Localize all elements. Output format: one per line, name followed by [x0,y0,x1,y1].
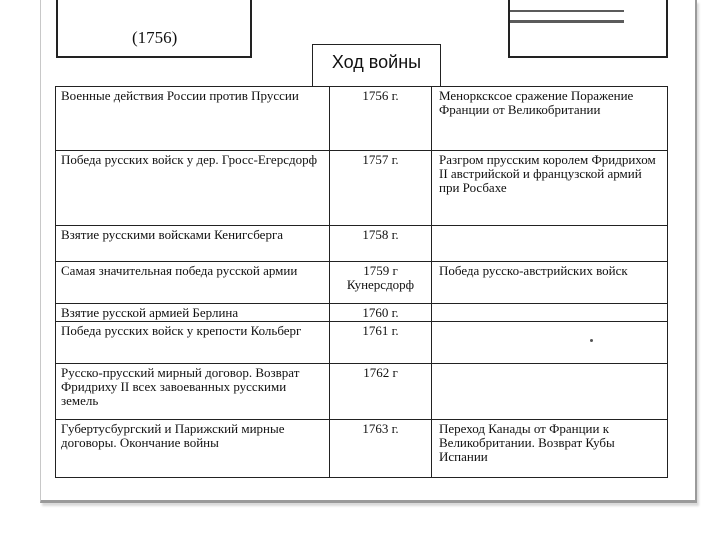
war-events-table [55,86,668,478]
event-cell: Самая значительная победа русской армии [56,262,330,304]
cropped-text-fragment [508,10,624,23]
table-row [56,226,668,262]
result-cell [432,304,668,322]
event-cell: Русско-прусский мирный договор. Возврат Фридриху II всех завоеванных русскими земель [56,364,330,420]
top-box-left [56,0,252,58]
table-row [56,420,668,478]
year-cell: 1760 г. [330,304,432,322]
top-box-right [508,0,668,58]
section-tab-title: Ход войны [312,44,441,86]
event-cell: Военные действия России против Пруссии [56,87,330,151]
year-cell: 1756 г. [330,87,432,151]
year-cell: 1758 г. [330,226,432,262]
result-cell [432,226,668,262]
result-cell: Менорксксое сражение Поражение Франции от Великобритании [432,87,668,151]
event-cell: Победа русских войск у крепости Кольберг [56,322,330,364]
year-cell: 1763 г. [330,420,432,478]
event-cell: Взятие русскими войсками Кенигсберга [56,226,330,262]
result-cell: Разгром прусским королем Фридрихом II австрийской и французской армий при Росбахе [432,151,668,226]
result-cell: Победа русско-австрийских войск [432,262,668,304]
speck [590,339,593,342]
result-cell [432,322,668,364]
table-row [56,262,668,304]
event-cell: Победа русских войск у дер. Гросс-Егерсдорф [56,151,330,226]
table-row [56,304,668,322]
table-row [56,364,668,420]
event-cell: Взятие русской армией Берлина [56,304,330,322]
table-row [56,87,668,151]
top-box-left-text: (1756) [132,28,178,47]
result-cell [432,364,668,420]
year-cell: 1761 г. [330,322,432,364]
year-cell: 1762 г [330,364,432,420]
result-cell: Переход Канады от Франции к Великобритании. Возврат Кубы Испании [432,420,668,478]
year-cell: 1759 г Кунерсдорф [330,262,432,304]
event-cell: Губертусбургский и Парижский мирные договоры. Окончание войны [56,420,330,478]
table-row [56,151,668,226]
table-row [56,322,668,364]
year-cell: 1757 г. [330,151,432,226]
